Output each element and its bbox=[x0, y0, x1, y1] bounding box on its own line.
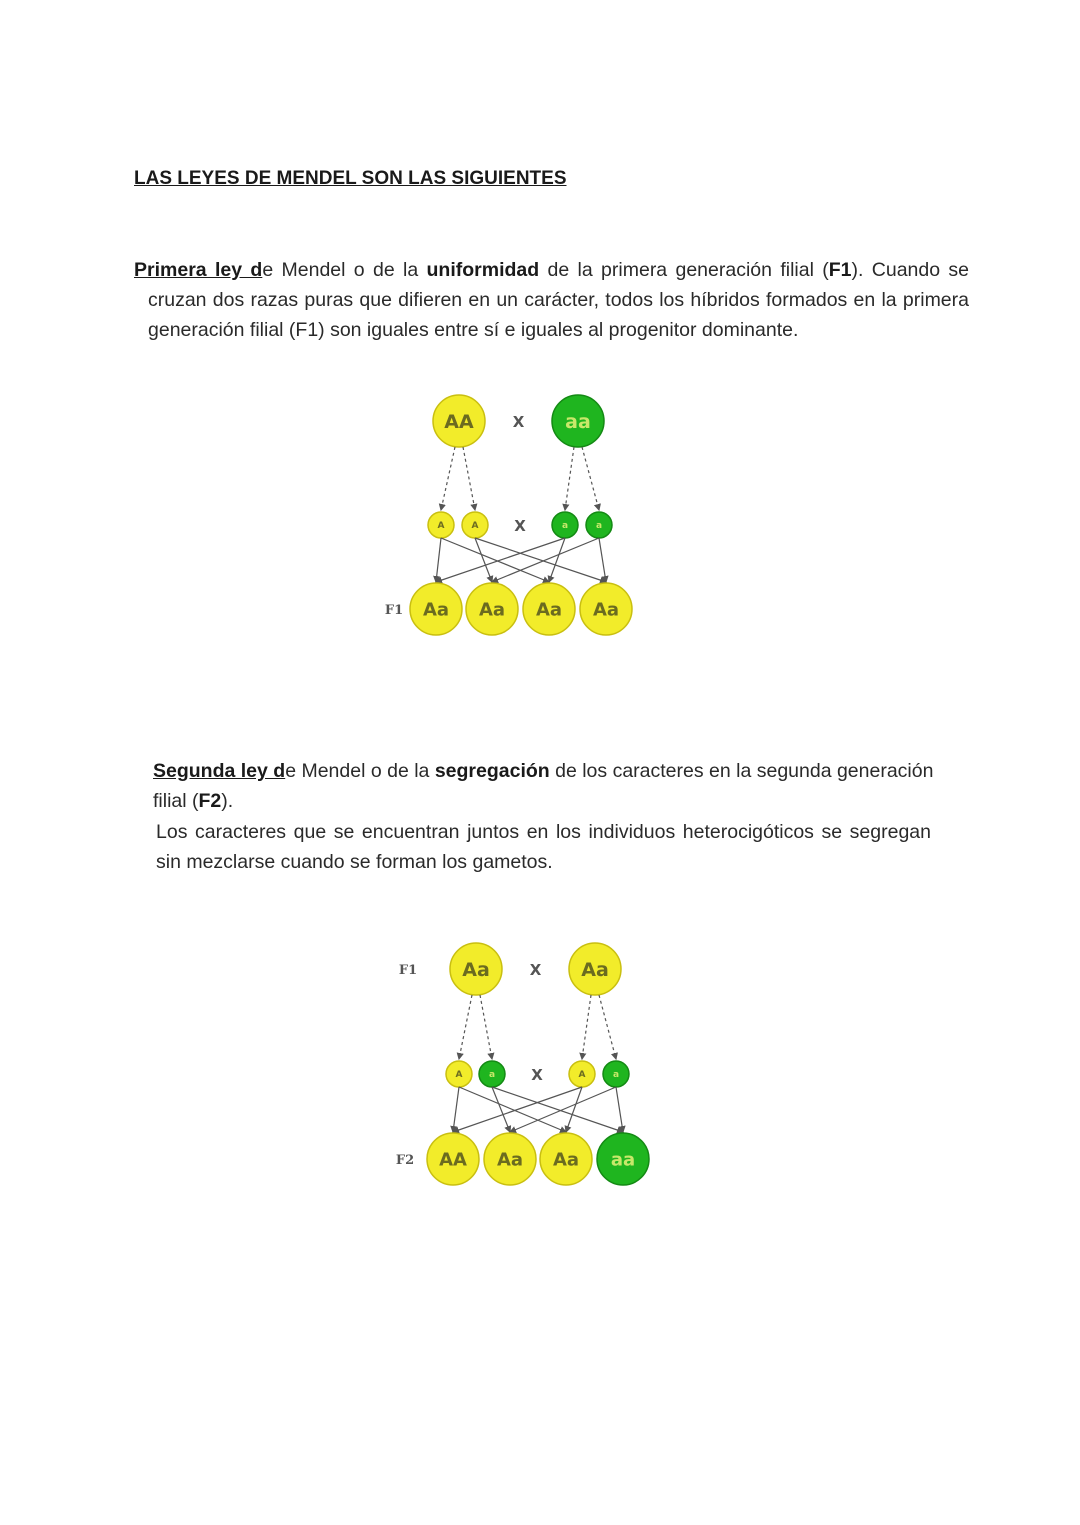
first-law-term: uniformidad bbox=[426, 259, 540, 281]
parent-to-gamete-arrow bbox=[582, 995, 591, 1059]
offspring-generation-label: F1 bbox=[384, 603, 404, 618]
first-law-paragraph: Primera ley de Mendel o de la uniformidad de la primera generación filial (F1). Cuando se cruzan dos razas puras que difieren en un carácter, todos los híbridos formados en la primera generación filial (F1) son iguales entre sí e iguales al progenitor dominante. bbox=[134, 259, 969, 341]
offspring-generation-label: F2 bbox=[395, 1153, 415, 1168]
offspring-node-label: aa bbox=[610, 1149, 636, 1171]
offspring-node-label: Aa bbox=[552, 1149, 580, 1171]
gamete-cross-symbol: X bbox=[514, 517, 526, 535]
offspring-node-label: Aa bbox=[422, 599, 450, 621]
first-law-lead: Primera ley d bbox=[134, 259, 263, 281]
parent-to-gamete-arrow bbox=[459, 995, 472, 1059]
gamete-cross-symbol: X bbox=[531, 1066, 543, 1084]
parent-generation-label: F1 bbox=[398, 963, 418, 978]
gamete-to-offspring-arrow bbox=[566, 1087, 582, 1132]
second-law-term: segregación bbox=[434, 760, 550, 782]
parent-node-label: AA bbox=[444, 410, 474, 433]
gamete-to-offspring-arrow bbox=[599, 538, 606, 582]
parent-cross-symbol: X bbox=[529, 961, 542, 979]
gamete-node-label: A bbox=[578, 1070, 586, 1081]
offspring-node-label: Aa bbox=[592, 599, 620, 621]
offspring-node-label: Aa bbox=[478, 599, 506, 621]
parent-cross-symbol: X bbox=[512, 413, 525, 431]
first-law-diagram bbox=[385, 395, 632, 635]
offspring-node-label: Aa bbox=[496, 1149, 524, 1171]
parent-node-label: Aa bbox=[462, 958, 490, 981]
page-heading: LAS LEYES DE MENDEL SON LAS SIGUIENTES bbox=[134, 168, 567, 189]
parent-to-gamete-arrow bbox=[441, 447, 455, 510]
gamete-to-offspring-arrow bbox=[616, 1087, 623, 1132]
gamete-node-label: A bbox=[437, 521, 445, 532]
gamete-to-offspring-arrow bbox=[475, 538, 492, 582]
parent-to-gamete-arrow bbox=[599, 995, 616, 1059]
gamete-node-label: a bbox=[561, 521, 569, 532]
gamete-to-offspring-arrow bbox=[453, 1087, 459, 1132]
gamete-node-label: A bbox=[471, 521, 479, 532]
parent-to-gamete-arrow bbox=[582, 447, 599, 510]
second-law-lead: Segunda ley d bbox=[153, 760, 286, 782]
gamete-node-label: a bbox=[488, 1070, 496, 1081]
gamete-to-offspring-arrow bbox=[436, 538, 441, 582]
gamete-node-label: a bbox=[595, 521, 603, 532]
gamete-node-label: A bbox=[455, 1070, 463, 1081]
offspring-node-label: AA bbox=[439, 1149, 467, 1171]
parent-to-gamete-arrow bbox=[463, 447, 475, 510]
parent-to-gamete-arrow bbox=[565, 447, 574, 510]
gamete-to-offspring-arrow bbox=[549, 538, 565, 582]
parent-node-label: Aa bbox=[581, 958, 609, 981]
offspring-node-label: Aa bbox=[535, 599, 563, 621]
second-law-title: Segunda ley de Mendel o de la segregación de los caracteres en la segunda generación filial (F2). bbox=[153, 760, 934, 812]
second-law-paragraph: Los caracteres que se encuentran juntos en los individuos heterocigóticos se segregan sin mezclarse cuando se forman los gametos. bbox=[156, 821, 931, 873]
gamete-node-label: a bbox=[612, 1070, 620, 1081]
parent-node-label: aa bbox=[565, 410, 591, 433]
gamete-to-offspring-arrow bbox=[492, 1087, 510, 1132]
parent-to-gamete-arrow bbox=[480, 995, 492, 1059]
second-law-diagram bbox=[396, 943, 649, 1185]
